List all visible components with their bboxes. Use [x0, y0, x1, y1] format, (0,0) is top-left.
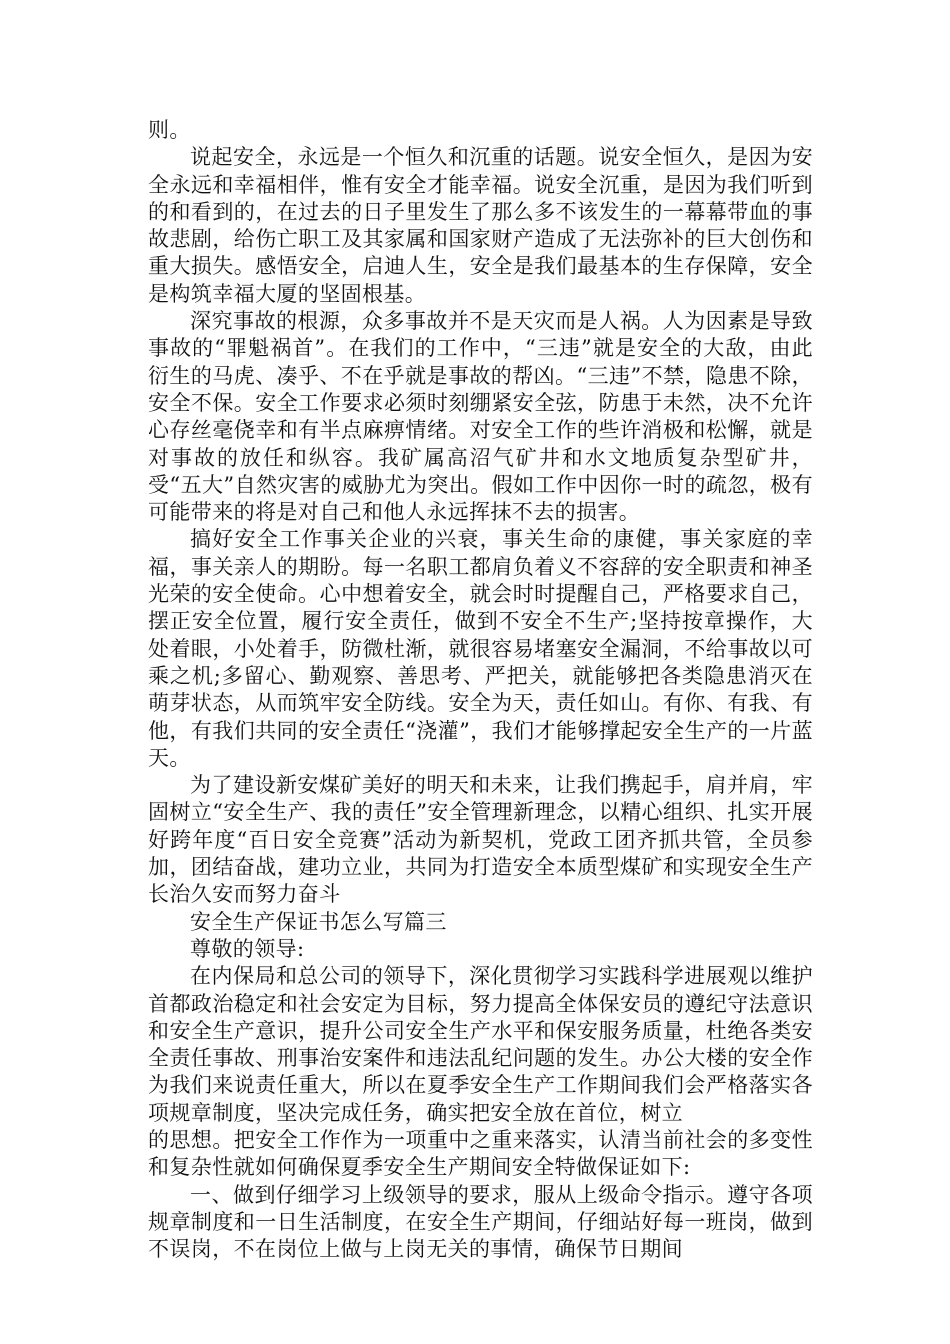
paragraph-4: 搞好安全工作事关企业的兴衰，事关生命的康健，事关家庭的幸福，事关亲人的期盼。每一名职工都肩负着义不容辞的安全职责和神圣光荣的安全使命。心中想着安全，就会时时提醒自己，严格要求自己，摆正安全位置，履行安全责任，做到不安全不生产;坚持按章操作，大处着眼，小处着手，防微杜渐，就很容易堵塞安全漏洞，不给事故以可乘之机;多留心、勤观察、善思考、严把关，就能够把各类隐患消灭在萌芽状态，从而筑牢安全防线。安全为天，责任如山。有你、有我、有他，有我们共同的安全责任“浇灌”，我们才能够撑起安全生产的一片蓝天。: [148, 527, 813, 770]
paragraph-2: 说起安全，永远是一个恒久和沉重的话题。说安全恒久，是因为安全永远和幸福相伴，惟有安全才能幸福。说安全沉重，是因为我们听到的和看到的，在过去的日子里发生了那么多不该发生的一幕幕带血的事故悲剧，给伤亡职工及其家属和国家财产造成了无法弥补的巨大创伤和重大损失。感悟安全，启迪人生，安全是我们最基本的生存保障，安全是构筑幸福大厦的坚固根基。: [148, 145, 813, 306]
paragraph-8: 在内保局和总公司的领导下，深化贯彻学习实践科学进展观以维护首都政治稳定和社会安定为目标，努力提高全体保安员的遵纪守法意识和安全生产意识，提升公司安全生产水平和保安服务质量，杜绝各类安全责任事故、刑事治安案件和违法乱纪问题的发生。办公大楼的安全作为我们来说责任重大，所以在夏季安全生产工作期间我们会严格落实各项规章制度，坚决完成任务，确实把安全放在首位，树立: [148, 964, 813, 1125]
paragraph-9: 的思想。把安全工作作为一项重中之重来落实，认清当前社会的多变性和复杂性就如何确保夏季安全生产期间安全特做保证如下:: [148, 1127, 813, 1180]
paragraph-5: 为了建设新安煤矿美好的明天和未来，让我们携起手，肩并肩，牢固树立“安全生产、我的责任”安全管理新理念，以精心组织、扎实开展好跨年度“百日安全竞赛”活动为新契机，党政工团齐抓共管，全员参加，团结奋战，建功立业，共同为打造安全本质型煤矿和实现安全生产长治久安而努力奋斗: [148, 773, 813, 907]
paragraph-10: 一、做到仔细学习上级领导的要求，服从上级命令指示。遵守各项规章制度和一日生活制度，在安全生产期间，仔细站好每一班岗，做到不误岗，不在岗位上做与上岗无关的事情，确保节日期间: [148, 1182, 813, 1262]
salutation: 尊敬的领导:: [190, 936, 305, 961]
paragraph-3: 深究事故的根源，众多事故并不是天灾而是人祸。人为因素是导致事故的“罪魁祸首”。在我们的工作中，“三违”就是安全的大敌，由此衍生的马虎、凑乎、不在乎就是事故的帮凶。“三违”不禁，隐患不除，安全不保。安全工作要求必须时刻绷紧安全弦，防患于未然，决不允许心存丝毫侥幸和有半点麻痹情绪。对安全工作的些许消极和松懈，就是对事故的放任和纵容。我矿属高沼气矿井和水文地质复杂型矿井，受“五大”自然灾害的威胁尤为突出。假如工作中因你一时的疏忽，极有可能带来的将是对自己和他人永远挥抹不去的损害。: [148, 309, 813, 525]
paragraph-1: 则。: [148, 118, 191, 142]
document-body: [148, 117, 813, 1263]
section-heading: 安全生产保证书怎么写篇三: [190, 909, 447, 934]
